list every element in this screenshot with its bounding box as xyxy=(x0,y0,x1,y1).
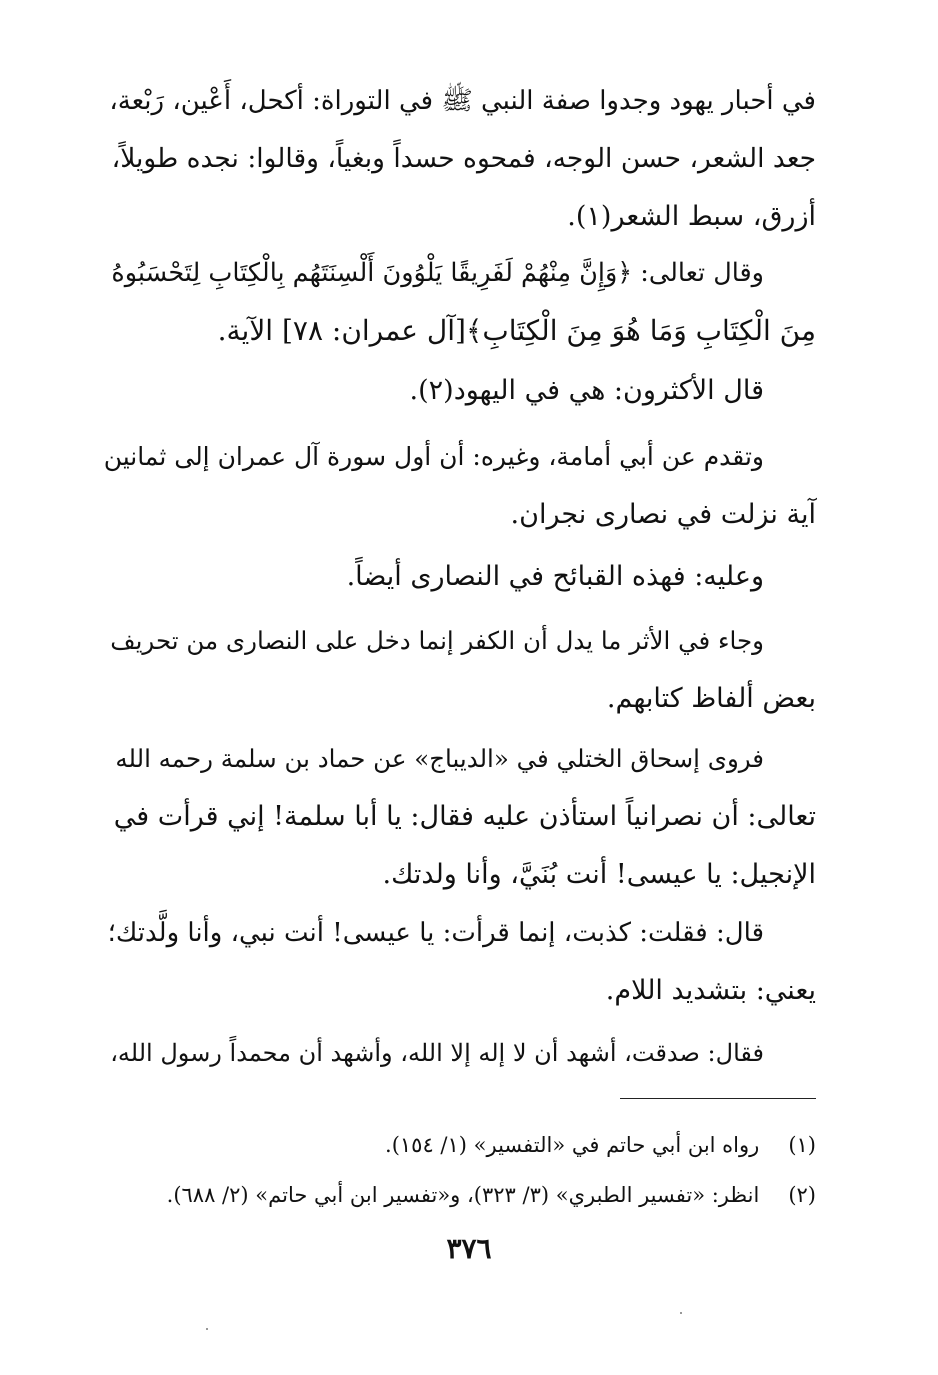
footnote-text: رواه ابن أبي حاتم في «التفسير» (١/ ١٥٤). xyxy=(385,1133,760,1157)
footnotes xyxy=(104,1120,816,1220)
footnote-2 xyxy=(104,1170,816,1220)
footnote-number: (١) xyxy=(788,1133,816,1157)
paragraph-9 xyxy=(104,1024,816,1082)
paragraph-5 xyxy=(104,548,816,606)
page-number: ٣٧٦ xyxy=(446,1232,492,1265)
text-line: تعالى: أن نصرانياً استأذن عليه فقال: يا أبا سلمة! إني قرأت في xyxy=(113,801,816,832)
footnote-number: (٢) xyxy=(788,1183,816,1207)
text-line: جعد الشعر، حسن الوجه، فمحوه حسداً وبغياً، وقالوا: نجده طويلاً، xyxy=(111,143,816,174)
paragraph-7 xyxy=(104,730,816,904)
text-line: وعليه: فهذه القبائح في النصارى أيضاً. xyxy=(346,561,764,592)
text-line: في أحبار يهود وجدوا صفة النبي ﷺ في التوراة: أكحل، أَعْين، رَبْعة، xyxy=(109,86,816,116)
footnote-text: انظر: «تفسير الطبري» (٣/ ٣٢٣)، و«تفسير ابن أبي حاتم» (٢/ ٦٨٨). xyxy=(166,1183,760,1207)
scan-speck xyxy=(206,1328,208,1330)
text-line: قال: فقلت: كذبت، إنما قرأت: يا عيسى! أنت نبي، وأنا ولَّدتك؛ xyxy=(107,918,764,948)
text-line: أزرق، سبط الشعر(١). xyxy=(567,201,816,232)
text-line: مِنَ الْكِتَابِ وَمَا هُوَ مِنَ الْكِتَابِ﴾[آل عمران: ٧٨] الآية. xyxy=(217,314,816,347)
text-line: آية نزلت في نصارى نجران. xyxy=(510,499,816,530)
footnote-separator xyxy=(620,1098,816,1099)
text-line: فروى إسحاق الختلي في «الديباج» عن حماد بن سلمة رحمه الله xyxy=(115,744,764,773)
text-line: قال الأكثرون: هي في اليهود(٢). xyxy=(409,375,764,406)
text-line: يعني: بتشديد اللام. xyxy=(605,975,816,1006)
text-line: الإنجيل: يا عيسى! أنت بُنَيَّ، وأنا ولدتك. xyxy=(382,859,816,890)
footnote-1 xyxy=(104,1120,816,1170)
paragraph-1 xyxy=(104,72,816,246)
text-line: بعض ألفاظ كتابهم. xyxy=(606,683,816,714)
paragraph-8 xyxy=(104,904,816,1020)
paragraph-quran-verse xyxy=(104,244,816,360)
text-line: فقال: صدقت، أشهد أن لا إله إلا الله، وأشهد أن محمداً رسول الله، xyxy=(110,1039,764,1067)
paragraph-6 xyxy=(104,612,816,728)
paragraph-3 xyxy=(104,362,816,420)
scan-speck xyxy=(680,1312,682,1314)
paragraph-4 xyxy=(104,428,816,544)
text-line: وجاء في الأثر ما يدل أن الكفر إنما دخل على النصارى من تحريف xyxy=(110,626,764,655)
text-line: وتقدم عن أبي أمامة، وغيره: أن أول سورة آل عمران إلى ثمانين xyxy=(103,442,764,471)
text-line: وقال تعالى: ﴿وَإِنَّ مِنْهُمْ لَفَرِيقًا يَلْوُونَ أَلْسِنَتَهُم بِالْكِتَابِ لِتَحْسَبُوهُ xyxy=(111,258,764,288)
